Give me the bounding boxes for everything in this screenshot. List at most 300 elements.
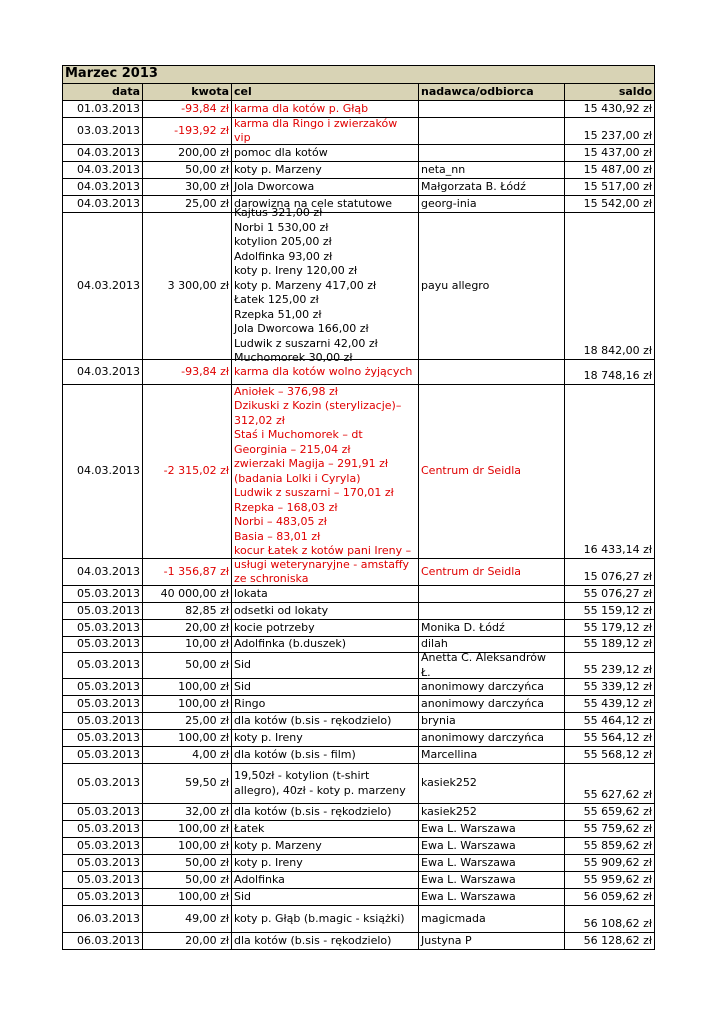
purpose-text: koty p. Marzeny (234, 162, 322, 176)
amount-text: 100,00 zł (178, 838, 229, 852)
table-row (63, 145, 655, 162)
amount-text: 59,50 zł (185, 776, 229, 790)
table-row (63, 118, 655, 145)
purpose-cell (232, 559, 419, 586)
amount-text: -1 356,87 zł (163, 564, 229, 578)
date-cell (63, 101, 143, 118)
amount-cell (143, 889, 232, 906)
purpose-cell (232, 679, 419, 696)
table-row (63, 637, 655, 653)
balance-cell (565, 872, 655, 889)
date-cell (63, 118, 143, 145)
balance-cell (565, 179, 655, 196)
table-row (63, 586, 655, 603)
date-cell (63, 889, 143, 906)
purpose-cell (232, 889, 419, 906)
balance-text: 55 076,27 zł (583, 586, 652, 600)
balance-text: 55 464,12 zł (583, 713, 652, 727)
date-text: 04.03.2013 (77, 162, 140, 176)
amount-text: 32,00 zł (185, 804, 229, 818)
amount-text: 10,00 zł (185, 637, 229, 651)
amount-text: 30,00 zł (185, 179, 229, 193)
amount-text: -193,92 zł (174, 123, 229, 137)
table-row (63, 385, 655, 559)
purpose-text: Aniołek – 376,98 zł Dzikuski z Kozin (sterylizacje)– 312,02 zł Staś i Muchomorek – dt Georginia – 215,04 zł zwierzaki Magija – 291,91 zł (badania Lolki i Cyryla) Ludwik z suszarni – 170,01 zł Rzepka – 168,03 zł Norbi – 483,05 zł Basia – 83,01 zł kocur Łatek z kotów pani Ireny – (234, 384, 412, 557)
purpose-cell (232, 855, 419, 872)
date-cell (63, 764, 143, 804)
purpose-text: karma dla kotów wolno żyjących (234, 364, 413, 378)
date-text: 05.03.2013 (77, 658, 140, 672)
balance-text: 15 517,00 zł (583, 179, 652, 193)
balance-cell (565, 713, 655, 730)
balance-text: 55 759,62 zł (583, 821, 652, 835)
purpose-text: Ringo (234, 696, 266, 710)
table-row (63, 730, 655, 747)
date-text: 05.03.2013 (77, 637, 140, 651)
table-body (63, 101, 655, 950)
date-cell (63, 620, 143, 637)
counterparty-cell (419, 603, 565, 620)
header-purpose (232, 84, 419, 101)
amount-cell (143, 620, 232, 637)
date-cell (63, 821, 143, 838)
amount-cell (143, 586, 232, 603)
date-text: 05.03.2013 (77, 821, 140, 835)
table-row (63, 855, 655, 872)
balance-text: 55 959,62 zł (583, 872, 652, 886)
date-cell (63, 679, 143, 696)
counterparty-text: Justyna P (421, 933, 472, 947)
balance-cell (565, 145, 655, 162)
date-text: 03.03.2013 (77, 123, 140, 137)
counterparty-cell (419, 872, 565, 889)
counterparty-text: magicmada (421, 911, 486, 925)
table-row (63, 162, 655, 179)
table-row (63, 821, 655, 838)
amount-text: 25,00 zł (185, 196, 229, 210)
date-text: 05.03.2013 (77, 603, 140, 617)
counterparty-text: anonimowy darczyńca (421, 730, 545, 744)
purpose-cell (232, 713, 419, 730)
purpose-cell (232, 586, 419, 603)
balance-text: 15 237,00 zł (583, 128, 652, 142)
counterparty-cell (419, 889, 565, 906)
table-row (63, 713, 655, 730)
table-row (63, 179, 655, 196)
counterparty-text: payu allegro (421, 278, 490, 292)
purpose-text: Sid (234, 679, 252, 693)
balance-cell (565, 586, 655, 603)
counterparty-cell (419, 855, 565, 872)
balance-cell (565, 933, 655, 950)
counterparty-cell (419, 101, 565, 118)
balance-cell (565, 804, 655, 821)
counterparty-text: Ewa L. Warszawa (421, 855, 516, 869)
table-row (63, 603, 655, 620)
counterparty-cell (419, 804, 565, 821)
date-cell (63, 360, 143, 385)
header-balance-label: saldo (618, 84, 652, 98)
amount-text: 25,00 zł (185, 713, 229, 727)
counterparty-cell (419, 730, 565, 747)
date-text: 05.03.2013 (77, 889, 140, 903)
date-cell (63, 713, 143, 730)
amount-text: 50,00 zł (185, 162, 229, 176)
balance-cell (565, 696, 655, 713)
balance-text: 15 487,00 zł (583, 162, 652, 176)
date-cell (63, 196, 143, 213)
balance-text: 55 189,12 zł (583, 636, 652, 650)
balance-cell (565, 855, 655, 872)
table-row (63, 679, 655, 696)
counterparty-cell (419, 653, 565, 679)
purpose-text: pomoc dla kotów (234, 145, 328, 159)
purpose-cell (232, 653, 419, 679)
purpose-cell (232, 872, 419, 889)
purpose-cell (232, 637, 419, 653)
amount-cell (143, 838, 232, 855)
purpose-text: kocie potrzeby (234, 620, 315, 634)
purpose-text: lokata (234, 586, 268, 600)
counterparty-cell (419, 162, 565, 179)
date-cell (63, 804, 143, 821)
purpose-cell (232, 804, 419, 821)
balance-text: 55 568,12 zł (583, 747, 652, 761)
date-text: 06.03.2013 (77, 933, 140, 947)
balance-text: 55 909,62 zł (583, 855, 652, 869)
date-text: 06.03.2013 (77, 911, 140, 925)
purpose-cell (232, 620, 419, 637)
amount-cell (143, 179, 232, 196)
purpose-text: dla kotów (b.sis - rękodzielo) (234, 804, 392, 818)
counterparty-text: Marcellina (421, 747, 478, 761)
amount-cell (143, 906, 232, 933)
table-row (63, 838, 655, 855)
purpose-text: Kajtus 321,00 zł Norbi 1 530,00 zł kotylion 205,00 zł Adolfinka 93,00 zł koty p. Ireny 120,00 zł koty p. Marzeny 417,00 zł Łatek 125,00 zł Rzepka 51,00 zł Jola Dworcowa 166,00 zł Ludwik z suszarni 42,00 zł Muchomorek 30,00 zł (234, 206, 378, 365)
amount-cell (143, 764, 232, 804)
balance-text: 18 842,00 zł (583, 343, 652, 357)
balance-cell (565, 838, 655, 855)
purpose-text: 19,50zł - kotylion (t-shirt allegro), 40zł - koty p. marzeny (234, 769, 406, 797)
purpose-cell (232, 162, 419, 179)
balance-text: 18 748,16 zł (583, 368, 652, 382)
purpose-text: koty p. Marzeny (234, 838, 322, 852)
date-text: 04.03.2013 (77, 464, 140, 478)
date-cell (63, 162, 143, 179)
amount-cell (143, 821, 232, 838)
spreadsheet-table (62, 65, 655, 950)
balance-cell (565, 101, 655, 118)
date-cell (63, 603, 143, 620)
counterparty-cell (419, 679, 565, 696)
date-text: 05.03.2013 (77, 776, 140, 790)
date-cell (63, 696, 143, 713)
counterparty-text: Anetta C. Aleksandrów Ł. (421, 651, 546, 679)
purpose-cell (232, 385, 419, 559)
counterparty-cell (419, 213, 565, 360)
amount-text: 100,00 zł (178, 696, 229, 710)
balance-cell (565, 385, 655, 559)
date-cell (63, 179, 143, 196)
counterparty-text: Monika D. Łódź (421, 620, 505, 634)
balance-text: 55 239,12 zł (583, 662, 652, 676)
counterparty-text: georg-inia (421, 196, 477, 210)
amount-cell (143, 162, 232, 179)
purpose-cell (232, 821, 419, 838)
amount-text: 100,00 zł (178, 889, 229, 903)
balance-cell (565, 603, 655, 620)
amount-cell (143, 603, 232, 620)
amount-text: 3 300,00 zł (167, 278, 229, 292)
purpose-cell (232, 838, 419, 855)
header-amount (143, 84, 232, 101)
counterparty-cell (419, 586, 565, 603)
date-text: 05.03.2013 (77, 679, 140, 693)
table-row (63, 804, 655, 821)
purpose-cell (232, 118, 419, 145)
counterparty-text: Centrum dr Seidla (421, 464, 522, 478)
date-cell (63, 872, 143, 889)
amount-cell (143, 696, 232, 713)
date-cell (63, 145, 143, 162)
counterparty-text: Ewa L. Warszawa (421, 838, 516, 852)
table-row (63, 653, 655, 679)
date-cell (63, 213, 143, 360)
balance-text: 15 430,92 zł (583, 101, 652, 115)
amount-text: -2 315,02 zł (163, 464, 229, 478)
purpose-text: Adolfinka (b.duszek) (234, 637, 347, 651)
purpose-cell (232, 933, 419, 950)
balance-text: 55 564,12 zł (583, 730, 652, 744)
table-row (63, 872, 655, 889)
purpose-text: koty p. Ireny (234, 730, 303, 744)
date-text: 04.03.2013 (77, 278, 140, 292)
balance-text: 55 339,12 zł (583, 679, 652, 693)
purpose-cell (232, 696, 419, 713)
counterparty-cell (419, 933, 565, 950)
balance-cell (565, 679, 655, 696)
date-cell (63, 855, 143, 872)
date-cell (63, 730, 143, 747)
counterparty-text: anonimowy darczyńca (421, 679, 545, 693)
counterparty-text: Centrum dr Seidla (421, 564, 522, 578)
table-row (63, 101, 655, 118)
balance-cell (565, 213, 655, 360)
counterparty-text: kasiek252 (421, 804, 477, 818)
amount-cell (143, 933, 232, 950)
amount-cell (143, 101, 232, 118)
amount-text: 100,00 zł (178, 679, 229, 693)
counterparty-text: Małgorzata B. Łódź (421, 179, 526, 193)
date-text: 05.03.2013 (77, 586, 140, 600)
amount-text: 50,00 zł (185, 658, 229, 672)
counterparty-text: brynia (421, 713, 456, 727)
amount-cell (143, 713, 232, 730)
balance-text: 15 542,00 zł (583, 196, 652, 210)
balance-text: 15 076,27 zł (583, 569, 652, 583)
amount-cell (143, 747, 232, 764)
amount-cell (143, 855, 232, 872)
purpose-cell (232, 360, 419, 385)
balance-cell (565, 196, 655, 213)
counterparty-text: kasiek252 (421, 776, 477, 790)
counterparty-text: dilah (421, 637, 448, 651)
header-counterparty (419, 84, 565, 101)
counterparty-cell (419, 713, 565, 730)
purpose-text: koty p. Ireny (234, 855, 303, 869)
purpose-cell (232, 730, 419, 747)
amount-text: 100,00 zł (178, 730, 229, 744)
table-row (63, 764, 655, 804)
amount-text: 50,00 zł (185, 872, 229, 886)
counterparty-cell (419, 145, 565, 162)
amount-cell (143, 730, 232, 747)
purpose-text: Łatek (234, 821, 265, 835)
counterparty-cell (419, 696, 565, 713)
amount-cell (143, 196, 232, 213)
amount-text: -93,84 zł (181, 101, 229, 115)
balance-cell (565, 360, 655, 385)
amount-cell (143, 637, 232, 653)
purpose-text: koty p. Głąb (b.magic - książki) (234, 911, 405, 925)
date-cell (63, 933, 143, 950)
amount-cell (143, 804, 232, 821)
balance-cell (565, 906, 655, 933)
counterparty-cell (419, 906, 565, 933)
counterparty-text: Ewa L. Warszawa (421, 872, 516, 886)
balance-cell (565, 162, 655, 179)
balance-text: 55 159,12 zł (583, 603, 652, 617)
purpose-text: Jola Dworcowa (234, 179, 315, 193)
date-cell (63, 838, 143, 855)
date-cell (63, 586, 143, 603)
purpose-text: Adolfinka (234, 872, 285, 886)
counterparty-cell (419, 360, 565, 385)
purpose-text: usługi weterynaryjne - amstaffy ze schroniska (234, 557, 410, 585)
balance-text: 15 437,00 zł (583, 145, 652, 159)
amount-cell (143, 360, 232, 385)
date-cell (63, 559, 143, 586)
date-cell (63, 653, 143, 679)
date-cell (63, 385, 143, 559)
balance-text: 56 128,62 zł (583, 933, 652, 947)
amount-cell (143, 118, 232, 145)
purpose-cell (232, 764, 419, 804)
balance-cell (565, 620, 655, 637)
counterparty-text: neta_nn (421, 162, 466, 176)
sheet-title: Marzec 2013 (65, 66, 158, 81)
header-balance (565, 84, 655, 101)
date-cell (63, 637, 143, 653)
purpose-text: Sid (234, 658, 252, 672)
purpose-cell (232, 603, 419, 620)
counterparty-cell (419, 118, 565, 145)
amount-text: 49,00 zł (185, 911, 229, 925)
amount-cell (143, 145, 232, 162)
purpose-text: dla kotów (b.sis - film) (234, 747, 356, 761)
header-row (63, 84, 655, 101)
date-text: 05.03.2013 (77, 730, 140, 744)
amount-text: 200,00 zł (178, 145, 229, 159)
purpose-cell (232, 747, 419, 764)
counterparty-cell (419, 385, 565, 559)
counterparty-cell (419, 747, 565, 764)
date-text: 05.03.2013 (77, 747, 140, 761)
purpose-cell (232, 906, 419, 933)
amount-text: 20,00 zł (185, 620, 229, 634)
date-cell (63, 906, 143, 933)
amount-text: 100,00 zł (178, 821, 229, 835)
amount-cell (143, 679, 232, 696)
balance-cell (565, 747, 655, 764)
purpose-text: dla kotów (b.sis - rękodzielo) (234, 713, 392, 727)
purpose-text: karma dla kotów p. Głąb (234, 101, 369, 115)
amount-text: 40 000,00 zł (160, 586, 229, 600)
purpose-text: dla kotów (b.sis - rękodzielo) (234, 933, 392, 947)
balance-text: 55 859,62 zł (583, 838, 652, 852)
sheet-title-row (63, 66, 655, 84)
date-text: 04.03.2013 (77, 364, 140, 378)
date-text: 01.03.2013 (77, 101, 140, 115)
amount-cell (143, 385, 232, 559)
balance-cell (565, 889, 655, 906)
table-row (63, 889, 655, 906)
date-text: 04.03.2013 (77, 145, 140, 159)
table-row (63, 747, 655, 764)
amount-text: 82,85 zł (185, 603, 229, 617)
date-text: 05.03.2013 (77, 855, 140, 869)
counterparty-cell (419, 764, 565, 804)
counterparty-cell (419, 196, 565, 213)
amount-text: 20,00 zł (185, 933, 229, 947)
table-row (63, 906, 655, 933)
date-text: 05.03.2013 (77, 696, 140, 710)
date-text: 05.03.2013 (77, 872, 140, 886)
table-row (63, 206, 655, 365)
header-date-label: data (112, 84, 140, 98)
table-row (63, 360, 655, 385)
balance-cell (565, 821, 655, 838)
date-text: 04.03.2013 (77, 564, 140, 578)
date-text: 05.03.2013 (77, 620, 140, 634)
balance-text: 55 627,62 zł (583, 787, 652, 801)
amount-text: -93,84 zł (181, 364, 229, 378)
balance-cell (565, 730, 655, 747)
balance-text: 16 433,14 zł (583, 542, 652, 556)
date-text: 04.03.2013 (77, 179, 140, 193)
amount-cell (143, 653, 232, 679)
date-text: 05.03.2013 (77, 838, 140, 852)
table-row (63, 933, 655, 950)
purpose-text: darowizna na cele statutowe (234, 196, 392, 210)
purpose-cell (232, 206, 419, 365)
header-amount-label: kwota (191, 84, 229, 98)
amount-cell (143, 213, 232, 360)
counterparty-cell (419, 559, 565, 586)
balance-cell (565, 637, 655, 653)
balance-text: 55 179,12 zł (583, 620, 652, 634)
balance-cell (565, 653, 655, 679)
purpose-text: odsetki od lokaty (234, 603, 329, 617)
amount-cell (143, 559, 232, 586)
counterparty-text: anonimowy darczyńca (421, 696, 545, 710)
date-text: 05.03.2013 (77, 804, 140, 818)
counterparty-cell (419, 838, 565, 855)
header-purpose-label: cel (234, 84, 252, 98)
table-row (63, 620, 655, 637)
header-counterparty-label: nadawca/odbiorca (421, 84, 534, 98)
table-row (63, 696, 655, 713)
